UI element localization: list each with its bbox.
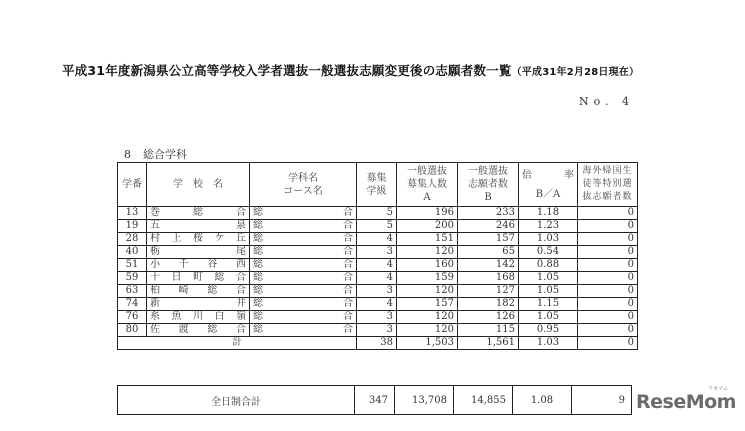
- table-row: [118, 285, 638, 298]
- school-char: 合: [235, 285, 246, 296]
- page-number: No. 4: [579, 95, 635, 108]
- row-school: [147, 246, 250, 259]
- row-course: [250, 324, 357, 337]
- row-rate: 0.95: [519, 324, 578, 337]
- subtotal-label: 計: [118, 337, 357, 350]
- course-char: 総: [253, 285, 263, 296]
- row-no: 40: [118, 246, 147, 259]
- table-row: [118, 207, 638, 220]
- row-classes: 4: [357, 298, 397, 311]
- header-rate-left: 倍: [522, 169, 532, 181]
- row-school: [147, 324, 250, 337]
- school-char: 谷: [207, 259, 218, 270]
- row-overseas: 0: [578, 233, 638, 246]
- school-char: 新: [150, 298, 160, 309]
- row-applicants-b: 233: [458, 207, 519, 220]
- row-no: 19: [118, 220, 147, 233]
- school-char: 崎: [178, 285, 189, 296]
- row-overseas: 0: [578, 220, 638, 233]
- header-b-line2: 志願者数: [468, 179, 508, 190]
- school-char: 総: [207, 324, 218, 335]
- document-title: [62, 61, 639, 79]
- school-char: 泉: [236, 220, 246, 231]
- title-main: 平成31年度新潟県公立高等学校入学者選抜一般選抜志願変更後の志願者数一覧: [62, 63, 512, 78]
- row-school: [147, 220, 250, 233]
- row-course: [250, 233, 357, 246]
- subtotal-rate: 1.03: [519, 337, 578, 350]
- row-no: 74: [118, 298, 147, 311]
- section-heading: [124, 146, 199, 162]
- row-no: 63: [118, 285, 147, 298]
- row-rate: 1.15: [519, 298, 578, 311]
- row-school: [147, 311, 250, 324]
- row-school: [147, 285, 250, 298]
- row-capacity-a: 120: [397, 311, 458, 324]
- row-capacity-a: 120: [397, 246, 458, 259]
- table-row: [118, 298, 638, 311]
- course-char: 総: [253, 324, 263, 335]
- header-a-line3: A: [423, 192, 431, 203]
- row-school: [147, 272, 250, 285]
- course-char: 総: [253, 220, 263, 231]
- header-course-line2: コース名: [283, 185, 323, 197]
- table-row: [118, 311, 638, 324]
- grand-total-b: 14,855: [454, 386, 513, 415]
- header-classes-line2: 学級: [366, 185, 387, 197]
- row-school: [147, 298, 250, 311]
- course-char: 総: [253, 246, 263, 257]
- table-row: [118, 233, 638, 246]
- school-char: 尾: [236, 246, 246, 257]
- course-char: 合: [343, 207, 353, 218]
- row-no: 28: [118, 233, 147, 246]
- header-overseas-line1: 海外帰国生: [582, 166, 633, 176]
- course-char: 総: [253, 233, 263, 244]
- row-capacity-a: 157: [397, 298, 458, 311]
- school-char: 総: [207, 285, 218, 296]
- header-overseas-line2: 徒等特別選: [582, 179, 633, 189]
- row-course: [250, 220, 357, 233]
- row-no: 59: [118, 272, 147, 285]
- row-rate: 1.23: [519, 220, 578, 233]
- header-rate-formula: B／A: [535, 188, 561, 200]
- row-no: 13: [118, 207, 147, 220]
- header-row: [118, 163, 638, 207]
- school-char: 魚: [171, 311, 182, 322]
- row-capacity-a: 120: [397, 324, 458, 337]
- course-char: 総: [253, 311, 263, 322]
- subtotal-a: 1,503: [397, 337, 458, 350]
- subtotal-classes: 38: [357, 337, 397, 350]
- course-char: 合: [343, 220, 353, 231]
- header-applicants-b: [458, 163, 519, 207]
- table-row: [118, 246, 638, 259]
- course-char: 総: [253, 298, 263, 309]
- school-char: 糸: [150, 311, 160, 322]
- row-capacity-a: 200: [397, 220, 458, 233]
- header-overseas: [578, 163, 638, 207]
- row-overseas: 0: [578, 285, 638, 298]
- row-classes: 3: [357, 311, 397, 324]
- course-char: 総: [253, 272, 263, 283]
- row-capacity-a: 196: [397, 207, 458, 220]
- row-applicants-b: 127: [458, 285, 519, 298]
- row-classes: 3: [357, 324, 397, 337]
- school-char: 上: [171, 233, 182, 244]
- subtotal-overseas: 0: [578, 337, 638, 350]
- row-overseas: 0: [578, 311, 638, 324]
- header-rate-right: 率: [564, 169, 574, 181]
- row-no: 80: [118, 324, 147, 337]
- row-overseas: 0: [578, 272, 638, 285]
- subtotal-row: [118, 337, 638, 350]
- header-capacity-a: [397, 163, 458, 207]
- header-classes: [357, 163, 397, 207]
- row-rate: 0.88: [519, 259, 578, 272]
- row-rate: 1.05: [519, 311, 578, 324]
- row-classes: 4: [357, 259, 397, 272]
- header-no: 学番: [118, 163, 147, 207]
- row-overseas: 0: [578, 259, 638, 272]
- row-rate: 0.54: [519, 246, 578, 259]
- school-char: 丘: [236, 233, 246, 244]
- school-char: 町: [193, 272, 203, 283]
- course-char: 総: [253, 207, 263, 218]
- grand-total-rate: 1.08: [513, 386, 572, 415]
- course-char: 合: [343, 311, 353, 322]
- row-applicants-b: 115: [458, 324, 519, 337]
- row-course: [250, 285, 357, 298]
- table-row: [118, 220, 638, 233]
- row-capacity-a: 160: [397, 259, 458, 272]
- school-char: 西: [235, 259, 246, 270]
- header-overseas-line3: 抜志願者数: [582, 192, 633, 202]
- row-no: 51: [118, 259, 147, 272]
- course-char: 合: [343, 324, 353, 335]
- course-char: 合: [343, 246, 353, 257]
- row-rate: 1.03: [519, 233, 578, 246]
- header-b-line1: 一般選抜: [468, 166, 508, 177]
- logo-text: ReseMom: [636, 391, 736, 413]
- grand-total-row: [118, 386, 632, 415]
- row-classes: 3: [357, 285, 397, 298]
- subtotal-b: 1,561: [458, 337, 519, 350]
- row-capacity-a: 159: [397, 272, 458, 285]
- table-row: [118, 272, 638, 285]
- school-char: 白: [214, 311, 225, 322]
- grand-total-overseas: 9: [572, 386, 632, 415]
- section-name: 総合学科: [143, 148, 187, 161]
- school-char: 村: [150, 233, 160, 244]
- row-applicants-b: 168: [458, 272, 519, 285]
- course-char: 合: [343, 259, 353, 270]
- school-char: 日: [171, 272, 182, 283]
- row-course: [250, 298, 357, 311]
- header-school: 学 校 名: [147, 163, 250, 207]
- row-course: [250, 272, 357, 285]
- school-char: 嶺: [236, 311, 246, 322]
- school-char: 桜: [193, 233, 203, 244]
- school-char: 十: [150, 272, 160, 283]
- header-classes-line1: 募集: [366, 172, 387, 184]
- row-overseas: 0: [578, 246, 638, 259]
- row-course: [250, 311, 357, 324]
- header-course: [250, 163, 357, 207]
- row-applicants-b: 142: [458, 259, 519, 272]
- row-classes: 4: [357, 272, 397, 285]
- row-applicants-b: 246: [458, 220, 519, 233]
- row-applicants-b: 65: [458, 246, 519, 259]
- school-char: ケ: [214, 233, 225, 244]
- school-char: 柏: [150, 285, 160, 296]
- grand-total-classes: 347: [355, 386, 395, 415]
- grand-total-table: [117, 385, 632, 415]
- row-applicants-b: 182: [458, 298, 519, 311]
- row-classes: 5: [357, 220, 397, 233]
- course-char: 合: [343, 285, 353, 296]
- row-school: [147, 233, 250, 246]
- school-char: 合: [236, 207, 246, 218]
- row-no: 76: [118, 311, 147, 324]
- header-a-line1: 一般選抜: [407, 166, 447, 177]
- school-char: 千: [178, 259, 189, 270]
- header-b-line3: B: [484, 192, 492, 203]
- school-char: 小: [150, 259, 160, 270]
- row-overseas: 0: [578, 298, 638, 311]
- row-school: [147, 259, 250, 272]
- school-char: 井: [236, 298, 246, 309]
- header-rate: [519, 163, 578, 207]
- logo-subtext: リセマム: [708, 386, 728, 392]
- row-course: [250, 246, 357, 259]
- school-char: 合: [235, 324, 246, 335]
- table-row: [118, 259, 638, 272]
- grand-total-label: 全日制合計: [118, 386, 355, 415]
- school-char: 川: [193, 311, 203, 322]
- school-char: 佐: [150, 324, 160, 335]
- school-char: 栃: [150, 246, 160, 257]
- school-char: 総: [193, 207, 203, 218]
- course-char: 合: [343, 298, 353, 309]
- course-char: 総: [253, 259, 263, 270]
- row-rate: 1.05: [519, 285, 578, 298]
- row-capacity-a: 120: [397, 285, 458, 298]
- row-applicants-b: 126: [458, 311, 519, 324]
- row-applicants-b: 157: [458, 233, 519, 246]
- school-char: 渡: [178, 324, 189, 335]
- table-row: [118, 324, 638, 337]
- course-char: 合: [343, 272, 353, 283]
- row-overseas: 0: [578, 324, 638, 337]
- row-classes: 5: [357, 207, 397, 220]
- title-date: （平成31年2月28日現在）: [511, 67, 640, 78]
- row-rate: 1.05: [519, 272, 578, 285]
- row-course: [250, 207, 357, 220]
- grand-total-a: 13,708: [395, 386, 454, 415]
- row-rate: 1.18: [519, 207, 578, 220]
- school-char: 巻: [150, 207, 160, 218]
- row-school: [147, 207, 250, 220]
- row-classes: 4: [357, 233, 397, 246]
- row-classes: 3: [357, 246, 397, 259]
- applicants-table: [117, 162, 638, 350]
- school-char: 総: [214, 272, 225, 283]
- course-char: 合: [343, 233, 353, 244]
- row-overseas: 0: [578, 207, 638, 220]
- resemom-logo: [636, 386, 736, 413]
- row-course: [250, 259, 357, 272]
- row-capacity-a: 151: [397, 233, 458, 246]
- school-char: 五: [150, 220, 160, 231]
- header-a-line2: 募集人数: [407, 179, 447, 190]
- header-course-line1: 学科名: [288, 172, 318, 184]
- section-number: 8: [124, 148, 131, 161]
- school-char: 合: [236, 272, 246, 283]
